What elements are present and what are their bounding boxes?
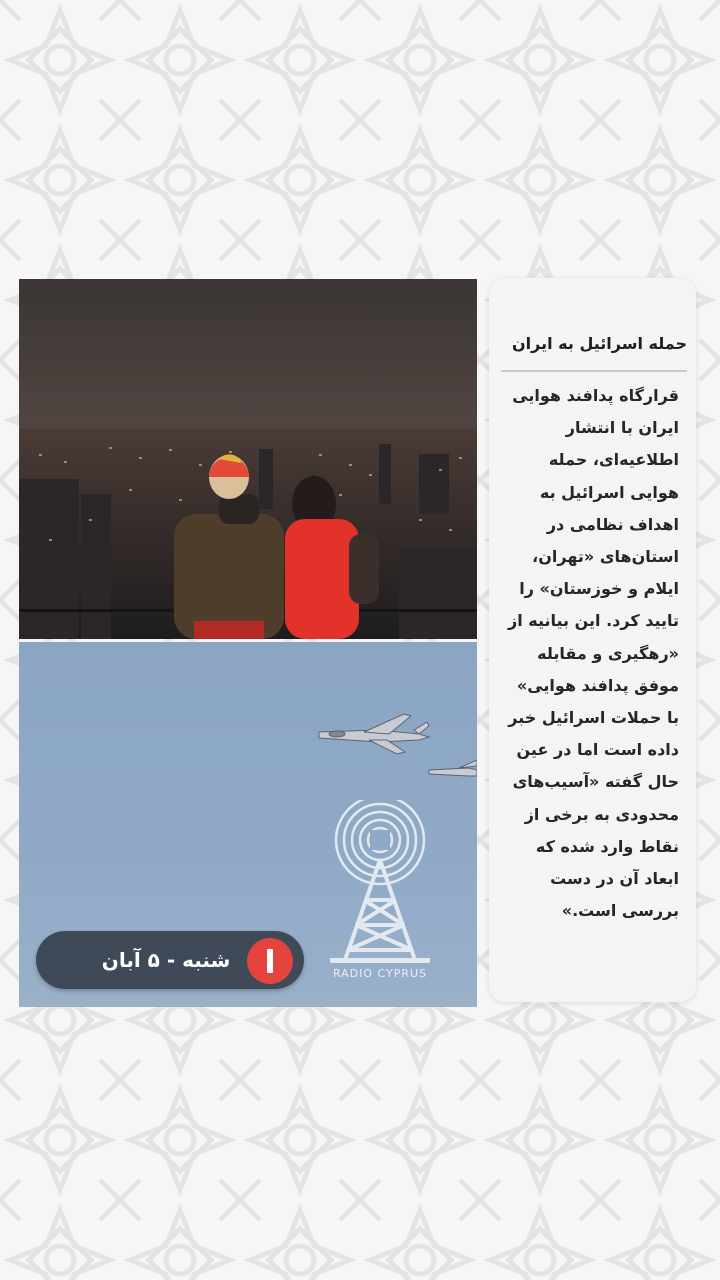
date-badge (36, 931, 304, 989)
city-dusk-photo (19, 279, 477, 639)
article-panel (489, 278, 696, 1002)
article-body: قرارگاه پدافند هوایی ایران با انتشار اطلاعیه‌ای، حمله هوایی اسرائیل به اهداف نظامی در استان‌های «تهران، ایلام و خوزستان» را تایید کرد. این بیانیه از «رهگیری و مقابله موفق پدافند هوایی» با حملات اسرائیل خبر داده است اما در عین حال گفته «آسیب‌های محدودی به برخی از نقاط وارد شده که ابعاد آن در دست بررسی است.» (508, 386, 679, 921)
radio-tower-icon (310, 800, 450, 990)
article-title: حمله اسرائیل به ایران (512, 334, 687, 353)
record-icon (247, 938, 293, 984)
date-label: شنبه - ۵ آبان (101, 948, 231, 972)
fighter-jet-icon (319, 714, 429, 754)
title-divider (501, 370, 687, 372)
record-bar (267, 949, 273, 973)
fighter-jet-icon (429, 760, 477, 776)
logo-text: RADIO CYPRUS (332, 967, 428, 980)
